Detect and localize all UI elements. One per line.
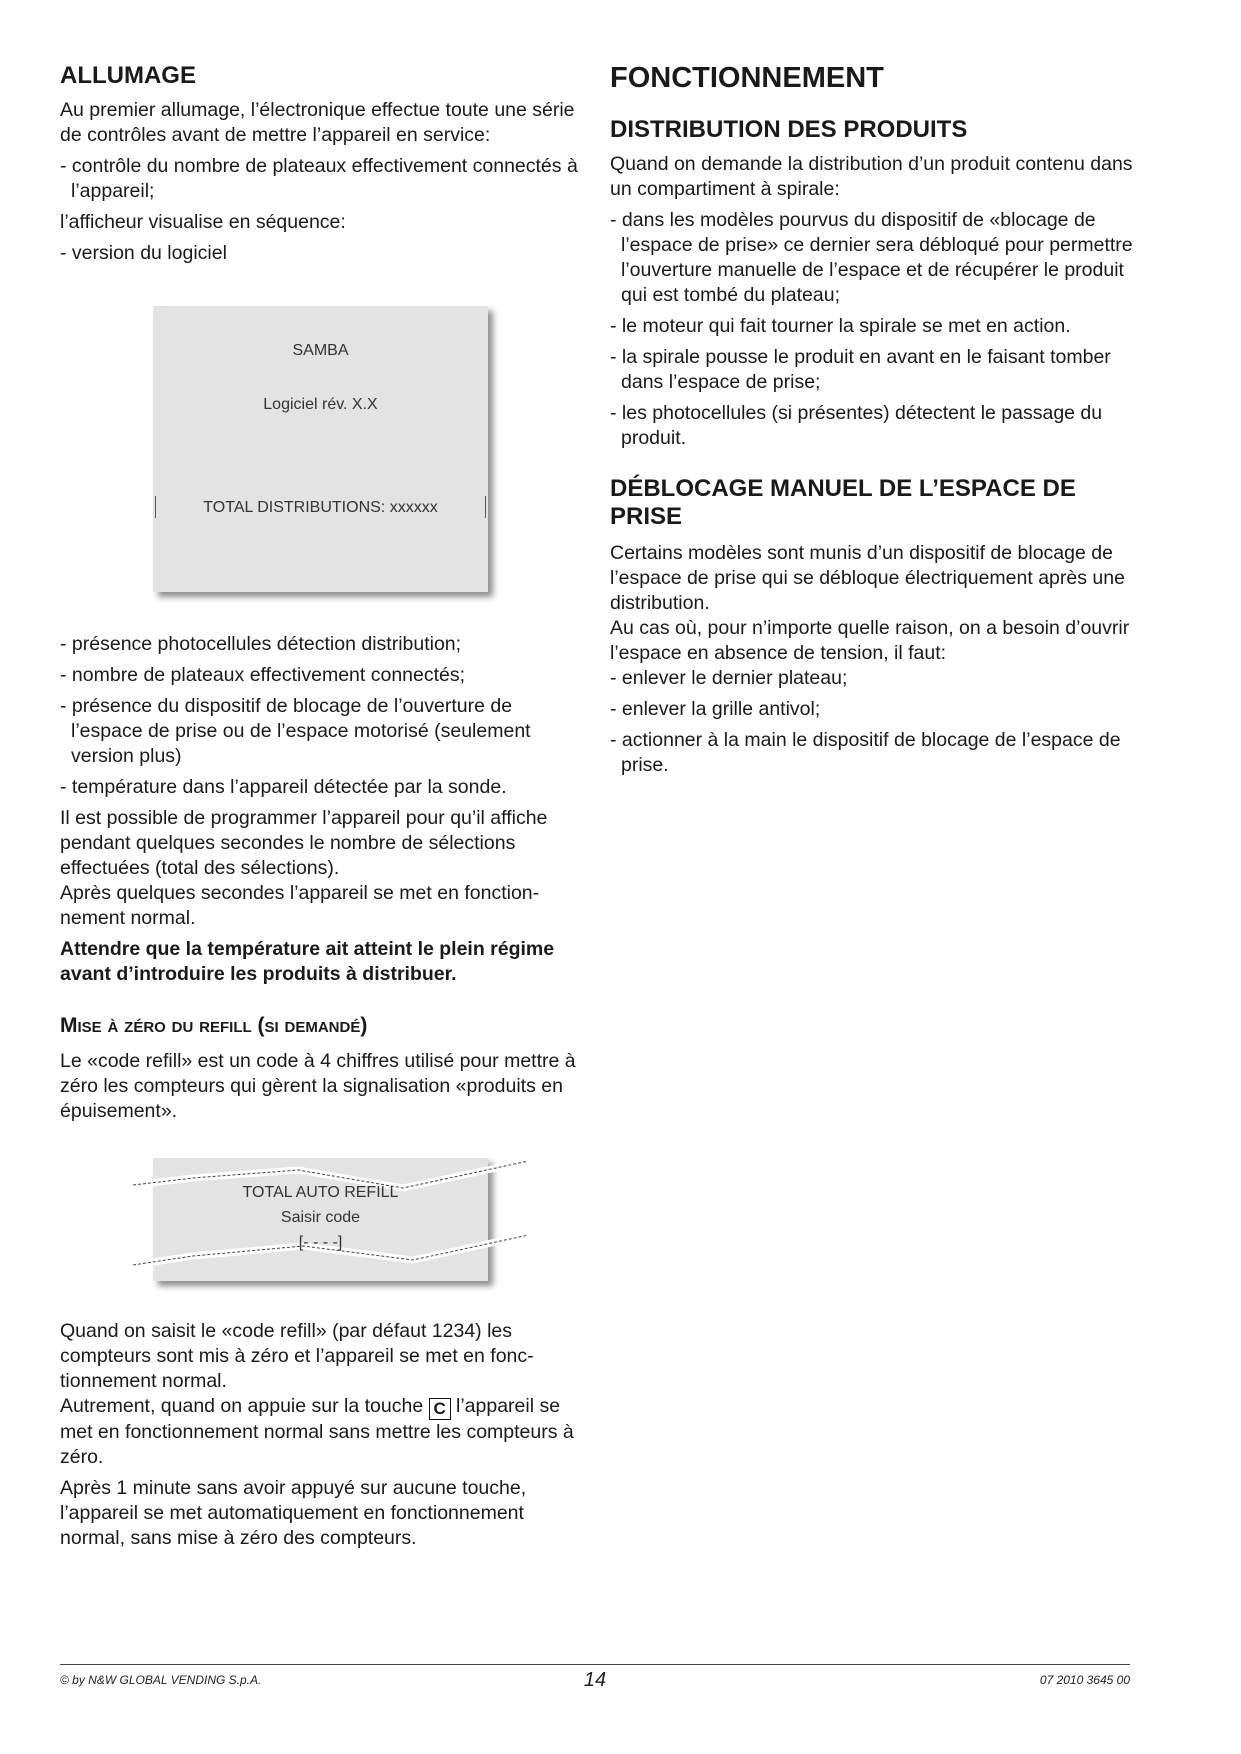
display-left-bar (155, 496, 156, 518)
deblock-item-3: - actionner à la main le dispositif de blocage de l’espace de prise. (610, 729, 1121, 776)
distribution-intro: Quand on demande la distribution d’un produit contenu dans un compartiment à spirale: (610, 153, 1133, 200)
refill-intro: Le «code refill» est un code à 4 chiffres utilisé pour mettre à zéro les compteurs qui gèrent la signalisation «produits en épuisement». (60, 1050, 576, 1122)
warning-text: Attendre que la température ait atteint le plein régime avant d’introduire les produits à distribuer. (60, 938, 555, 985)
allumage-sequence-text: l’afficheur visualise en séquence: (60, 211, 346, 233)
display-right-bar (485, 496, 486, 518)
c-key-icon: C (429, 1398, 451, 1420)
refill-para-2: Autrement, quand on appuie sur la touche C l’appareil se met en fonctionnement normal sans mettre les compteurs à zéro. (60, 1395, 574, 1468)
footer-copyright: © by N&W GLOBAL VENDING S.p.A. (60, 1673, 262, 1687)
dist-item-3: - la spirale pousse le produit en avant en le faisant tomber dans l’espace de prise; (610, 346, 1111, 393)
allumage-bullet-2: - version du logiciel (60, 242, 227, 264)
dist-item-2: - le moteur qui fait tourner la spirale se met en action. (610, 315, 1071, 337)
display-line-3: TOTAL DISTRIBUTIONS: xxxxxx (203, 499, 438, 516)
deblocage-para-1: Certains modèles sont munis d’un dispositif de blocage de l’espace de prise qui se débloque électriquement après une distribution. (610, 542, 1125, 614)
display-line-2: Logiciel rév. X.X (263, 396, 378, 413)
refill-para-3: Après 1 minute sans avoir appuyé sur aucune touche, l’appareil se met automatiquement en fonctionnement normal, sans mise à zéro des compteurs. (60, 1477, 527, 1549)
refill-para-1: Quand on saisit le «code refill» (par défaut 1234) les compteurs sont mis à zéro et l’appareil se met en fonctionnement normal. (60, 1320, 534, 1392)
allumage-bullet-1: - contrôle du nombre de plateaux effectivement connectés à l’appareil; (60, 155, 578, 202)
display-line-1: SAMBA (292, 342, 349, 359)
display-screen-software (153, 306, 488, 592)
list2-item-4: - température dans l’appareil détectée par la sonde. (60, 776, 507, 798)
list2-item-3: - présence du dispositif de blocage de l’ouverture de l’espace de prise ou de l’espace motorisé (seulement version plus) (60, 695, 531, 767)
program-text: Il est possible de programmer l’appareil pour qu’il affiche pendant quelques secondes le nombre de sélections effectuées (total des sélections). (60, 807, 548, 879)
fonctionnement-heading: FONCTIONNEMENT (610, 62, 884, 94)
refill-display-line-3: [- - - -] (298, 1234, 343, 1251)
footer-doc-code: 07 2010 3645 00 (1039, 1673, 1130, 1687)
distribution-heading: DISTRIBUTION DES PRODUITS (610, 116, 968, 143)
dist-item-4: - les photocellules (si présentes) détectent le passage du produit. (610, 402, 1103, 449)
refill-display-line-1: TOTAL AUTO REFILL (242, 1184, 399, 1201)
list2-item-1: - présence photocellules détection distribution; (60, 633, 462, 655)
display-screen-refill (153, 1158, 488, 1281)
left-column (60, 62, 580, 1551)
deblocage-heading: DÉBLOCAGE MANUEL DE L’ESPACE DE PRISE (610, 475, 1076, 530)
right-column (610, 62, 1140, 778)
deblocage-para-2: Au cas où, pour n’importe quelle raison, on a besoin d’ouvrir l’espace en absence de tension, il faut: (610, 617, 1130, 664)
list2-item-2: - nombre de plateaux effectivement connectés; (60, 664, 466, 686)
allumage-heading: ALLUMAGE (60, 62, 196, 89)
refill-heading: Mise à zéro du refill (si demandé) (60, 1014, 368, 1037)
refill-display-line-2: Saisir code (280, 1209, 361, 1226)
after-text: Après quelques secondes l’appareil se met en fonctionnement normal. (60, 882, 540, 929)
page-footer (60, 1664, 1130, 1691)
dist-item-1: - dans les modèles pourvus du dispositif de «blocage de l’espace de prise» ce dernier sera débloqué pour permettre l’ouverture manuelle de l’espace et de récupérer le produit qui est tombé du plateau; (610, 209, 1133, 306)
deblock-item-1: - enlever le dernier plateau; (610, 667, 848, 689)
deblock-item-2: - enlever la grille antivol; (610, 698, 821, 720)
page-number: 14 (583, 1669, 607, 1691)
allumage-intro: Au premier allumage, l’électronique effectue toute une série de contrôles avant de mettre l’appareil en service: (60, 99, 575, 146)
